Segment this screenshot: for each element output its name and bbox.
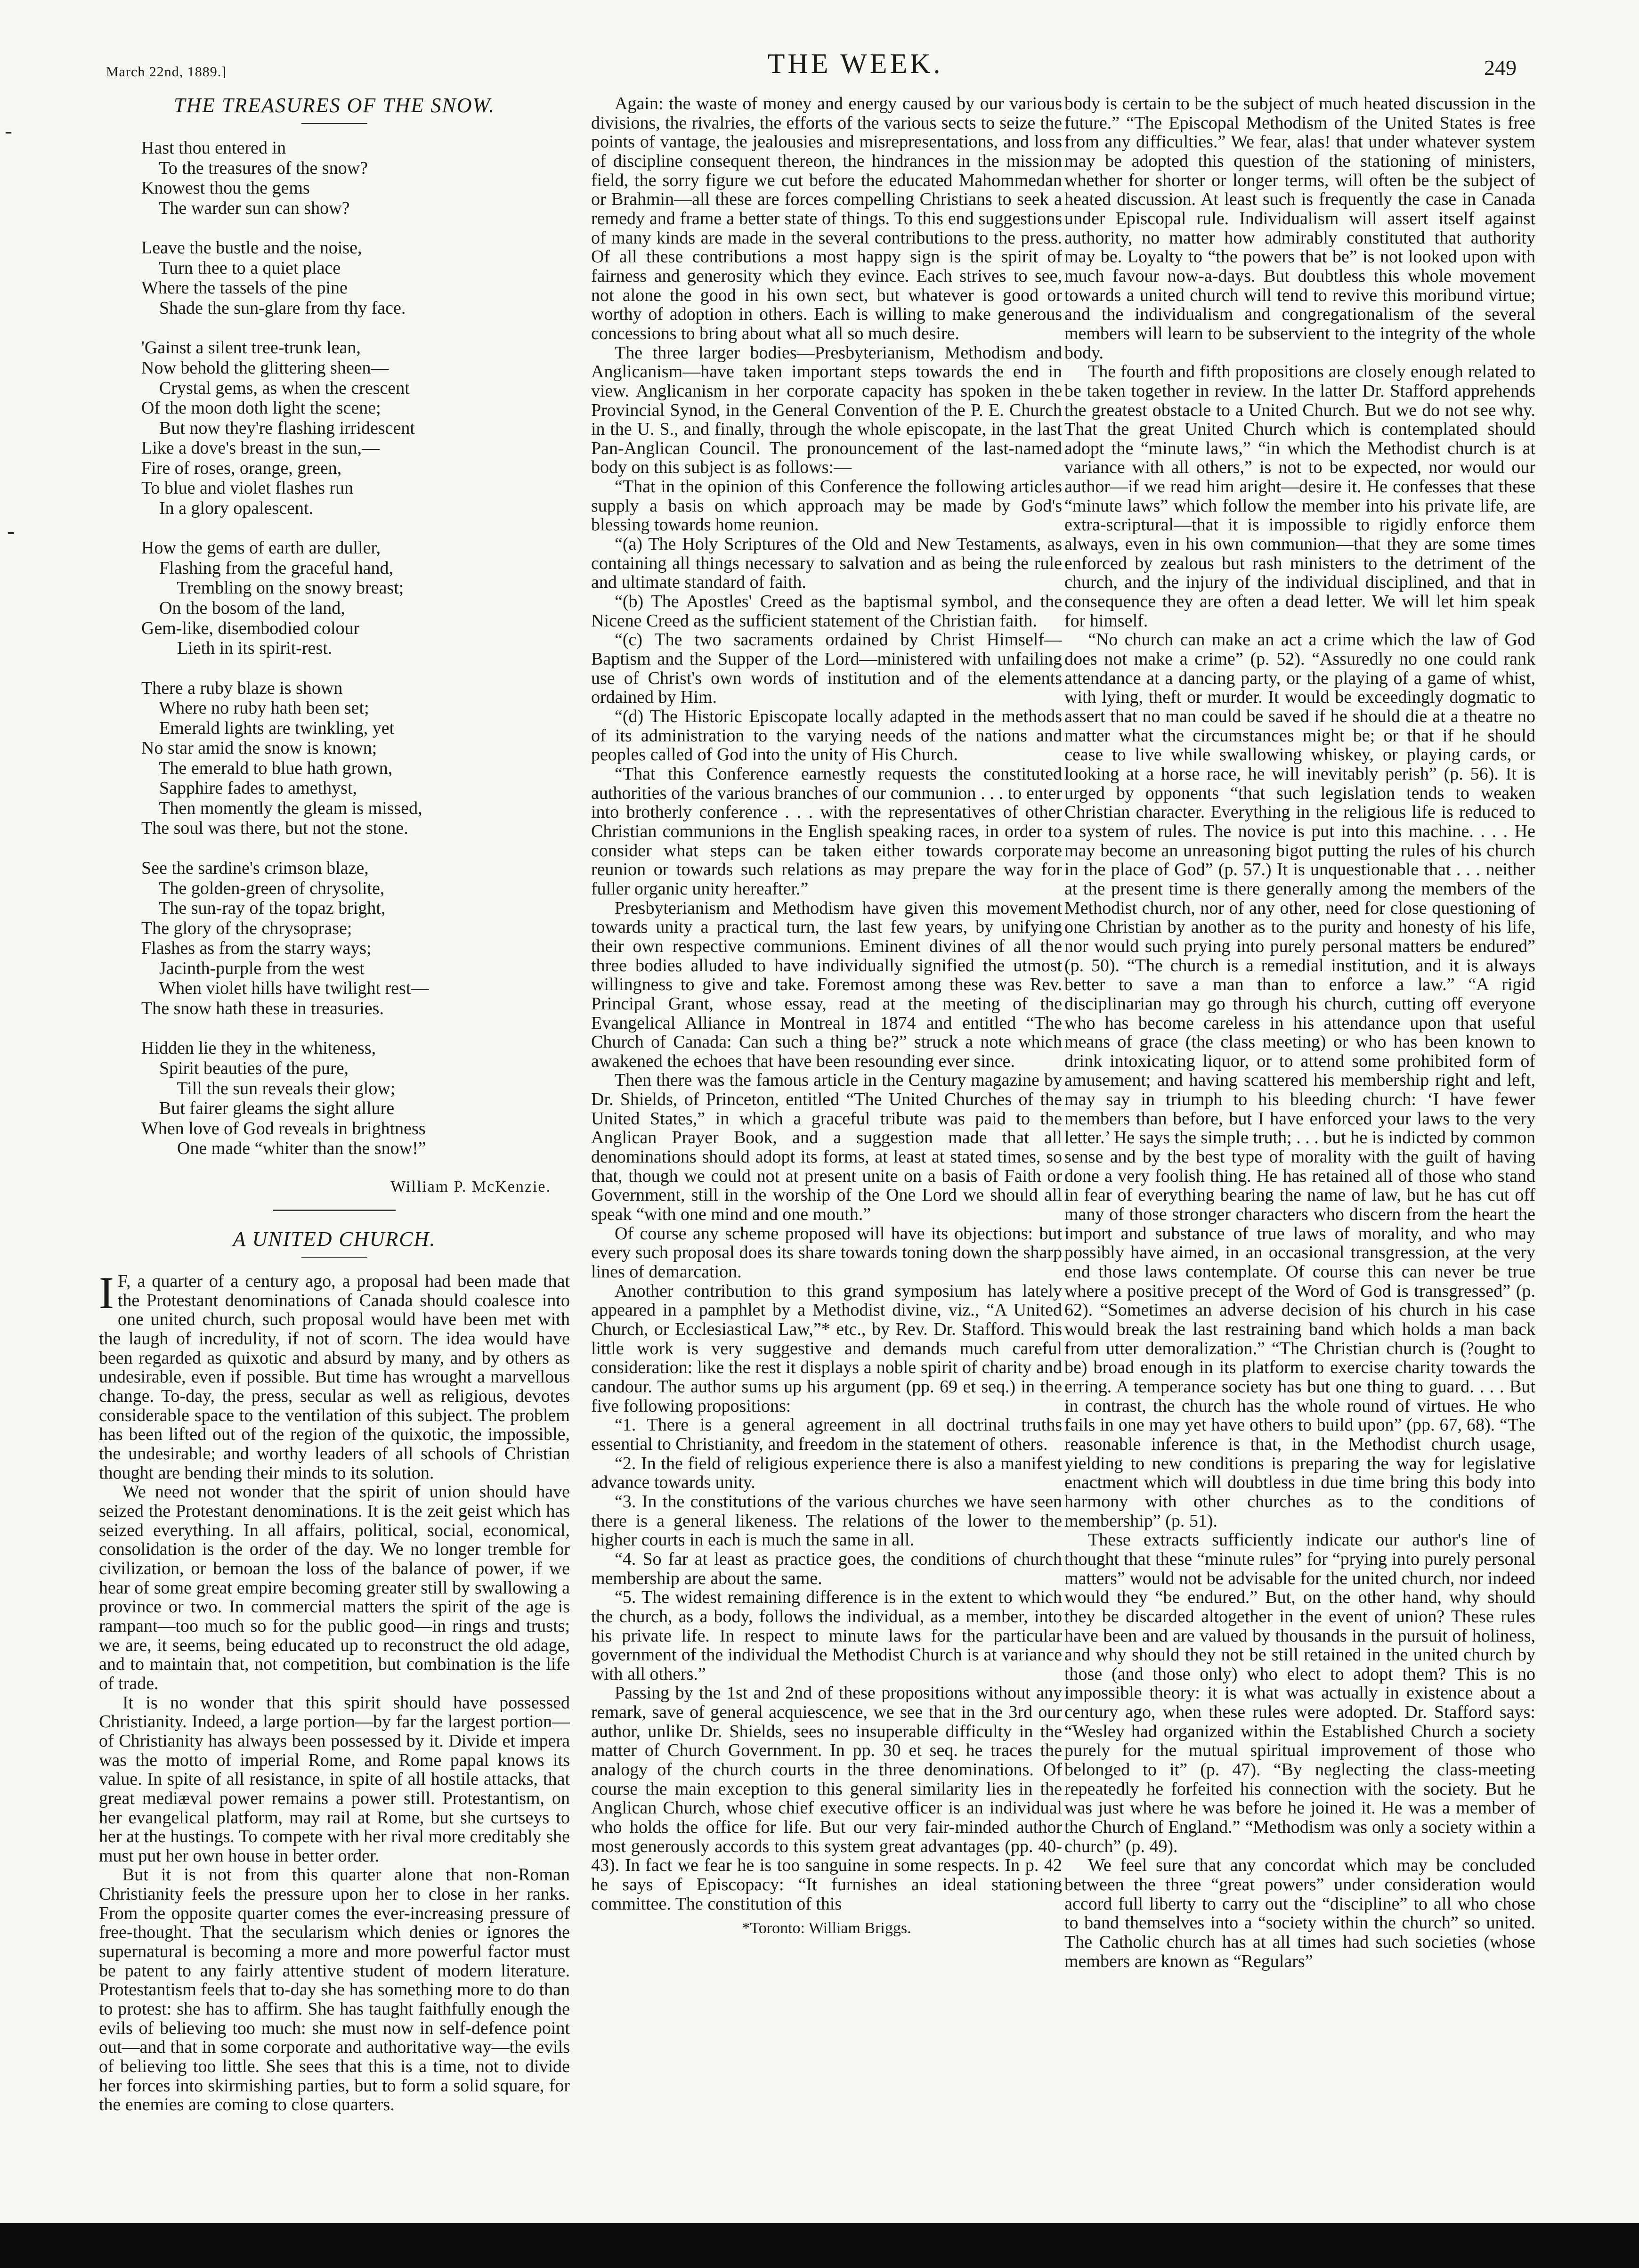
paragraph: Of course any scheme proposed will have its objections: but every such proposal does its share towards toning down the sharp lines of demarcation. <box>591 1223 1062 1282</box>
paragraph: Another contribution to this grand symposium has lately appeared in a pamphlet by a Methodist divine, viz., “A United Church, or Ecclesiastical Law,”* etc., by Rev. Dr. Stafford. This little work is very suggestive and demands much careful consideration: like the rest it displays a noble spirit of charity and candour. The author sums up his argument (pp. 69 et seq.) in the five following propositions: <box>591 1281 1062 1416</box>
poem-line: When love of God reveals in brightness <box>141 1118 426 1138</box>
paragraph: These extracts sufficiently indicate our author's line of thought that these “minute rules” for “prying into purely personal matters” would not be advisable for the united church, nor indeed would they “be endured.” But, on the other hand, why should they be discarded altogether in the event of union? These rules have been and are valued by thousands in the pursuit of holiness, and why should they not be still retained in the united church by those (and those only) who elect to adopt them? This is no impossible theory: it is what was actually in existence about a century ago, when these rules were adopted. Dr. Stafford says: “Wesley had organized within the Established Church a society purely for the mutual spiritual improvement of those who belonged to it” (p. 47). “By neglecting the class-meeting repeatedly he forfeited his connection with the society. But he was just where he was before he joined it. He was a member of the Church of England.” “Methodism was only a society within a church” (p. 49). <box>1064 1530 1535 1856</box>
divider <box>301 123 367 124</box>
poem-line: Till the sun reveals their glow; <box>141 1078 396 1098</box>
poem-stanza <box>141 238 570 318</box>
quote-paragraph: “(d) The Historic Episcopate locally adapted in the methods of its administration to the varying needs of the nations and peoples called of God into the unity of His Church. <box>591 707 1062 765</box>
poem-line: But fairer gleams the sight allure <box>141 1098 395 1119</box>
poem-line: How the gems of earth are duller, <box>141 538 381 558</box>
poem-line: The emerald to blue hath grown, <box>141 758 393 778</box>
poem-line: To blue and violet flashes run <box>141 478 354 498</box>
poem-line: The soul was there, but not the stone. <box>141 818 408 838</box>
poem-line: No star amid the snow is known; <box>141 738 377 758</box>
poem-line: Where the tassels of the pine <box>141 278 348 298</box>
poem-stanza <box>141 138 570 218</box>
scan-edge <box>0 2223 1639 2268</box>
poem-title: THE TREASURES OF THE SNOW. <box>173 94 495 117</box>
poem-line: In a glory opalescent. <box>141 498 314 518</box>
paragraph: Then there was the famous article in the Century magazine by Dr. Shields, of Princeton, entitled “The United Churches of the United States,” in which a graceful tribute was paid to the Anglican Prayer Book, and a suggestion made that all denominations should adopt its forms, at least at stated times, so that, though we could not at present unite on a basis of Faith or Government, still in the worship of the One Lord we should all speak “with one mind and one mouth.” <box>591 1070 1062 1225</box>
poem-line: There a ruby blaze is shown <box>141 678 343 698</box>
poem-line: Like a dove's breast in the sun,— <box>141 438 380 458</box>
poem-line: The glory of the chrysoprase; <box>141 918 352 938</box>
quote-paragraph: “That in the opinion of this Conference the following articles supply a basis on which approach may be made by God's blessing towards home reunion. <box>591 477 1062 535</box>
issue-date: March 22nd, 1889.] <box>106 64 227 80</box>
poem-line: One made “whiter than the snow!” <box>141 1138 426 1159</box>
article-title: A UNITED CHURCH. <box>233 1227 436 1251</box>
paragraph: The fourth and fifth propositions are closely enough related to be taken together in review. In the latter Dr. Stafford apprehends the greatest obstacle to a United Church. But we do not see why. That the great United Church which is contemplated should adopt the “minute laws,” “in which the Methodist church is at variance with all others,” is not to be expected, nor would our author—if we read him aright—desire it. He confesses that these “minute laws” which follow the member into his private life, are extra-scriptural—that it is impossible to rigidly enforce them always, even in his own communion—that they are some times enforced by zealous but rash ministers to the detriment of the church, and the injury of the individual disciplined, and that in consequence they are often a dead letter. We will let him speak for himself. <box>1064 362 1535 631</box>
quote-paragraph: “(a) The Holy Scriptures of the Old and New Testaments, as containing all things necessary to salvation and as being the rule and ultimate standard of faith. <box>591 534 1062 593</box>
paragraph: body is certain to be the subject of much heated discussion in the future.” “The Episcopal Methodism of the United States is free from any difficulties.” We fear, alas! that under whatever system may be adopted this question of the stationing of ministers, whether for shorter or longer terms, will often be the subject of heated discussion. At least such is frequently the case in Canada under Episcopal rule. Individualism will assert itself against authority, no matter how admirably constituted that authority may be. Loyalty to “the powers that be” is not looked upon with much favour now-a-days. But doubtless this whole movement towards a united church will tend to revive this moribund virtue; and the individualism and congregationalism of the several members will learn to be subservient to the integrity of the whole body. <box>1064 94 1535 363</box>
proposition: “4. So far at least as practice goes, the conditions of church membership are about the same. <box>591 1549 1062 1588</box>
poem-line: Jacinth-purple from the west <box>141 958 365 978</box>
paragraph: Passing by the 1st and 2nd of these propositions without any remark, save of general acquiescence, we see that in the 3rd our author, unlike Dr. Shields, sees no insuperable difficulty in the matter of Church Government. In pp. 30 et seq. he traces the analogy of the church courts in the three denominations. Of course the main exception to this general similarity lies in the Anglican Church, whose chief executive officer is an individual who holds the office for life. But our very fair-minded author most generously accords to this system great advantages (pp. 40-43). In fact we fear he is too sanguine in some respects. In p. 42 he says of Episcopacy: “It furnishes an ideal stationing committee. The constitution of this <box>591 1683 1062 1914</box>
poem-line: Gem-like, disembodied colour <box>141 618 360 638</box>
paragraph: It is no wonder that this spirit should have possessed Christianity. Indeed, a large portion—by far the largest portion—of Christianity has always been possessed by it. Divide et impera was the motto of imperial Rome, and Rome papal knows its value. In spite of all resistance, in spite of all hostile attacks, that great mediæval power remains a power still. Protestantism, on her evangelical platform, may rail at Rome, but she curtseys to her at the hustings. To compete with her rival more creditably she must put her own house in better order. <box>99 1692 570 1866</box>
divider <box>273 1210 396 1211</box>
quote-paragraph: “That this Conference earnestly requests the constituted authorities of the various branches of our communion . . . to enter into brotherly conference . . . with the representatives of other Christian communions in the English speaking races, in order to consider what steps can be taken either towards corporate reunion or towards such relations as may prepare the way for fuller organic unity hereafter.” <box>591 764 1062 899</box>
proposition: “3. In the constitutions of the various churches we have seen there is a general likeness. The relations of the lower to the higher courts in each is much the same in all. <box>591 1491 1062 1550</box>
poem-line: Flashing from the graceful hand, <box>141 558 394 578</box>
poem-line: Shade the sun-glare from thy face. <box>141 298 406 318</box>
proposition: “1. There is a general agreement in all doctrinal truths essential to Christianity, and freedom in the statement of others. <box>591 1415 1062 1454</box>
poem-line: Sapphire fades to amethyst, <box>141 778 357 798</box>
poem-line: The snow hath these in treasuries. <box>141 998 384 1018</box>
poem-stanza <box>141 1038 570 1158</box>
margin-mark: ‐ <box>5 118 12 143</box>
poem-stanza <box>141 858 570 1018</box>
poem-line: The sun-ray of the topaz bright, <box>141 898 386 919</box>
paragraph: We need not wonder that the spirit of union should have seized the Protestant denominations. It is the zeit geist which has seized everything. In all affairs, political, social, economical, consolidation is the order of the day. We no longer tremble for civilization, or bemoan the loss of the balance of power, if we hear of some great empire becoming greater still by swallowing a province or two. In commercial matters the spirit of the age is rampant—too much so for the public good—in rings and trusts; we are, it seems, being educated up to reconstruct the old adage, and to maintain that, not competition, but combination is the life of trade. <box>99 1482 570 1693</box>
quote-paragraph: “(c) The two sacraments ordained by Christ Himself—Baptism and the Supper of the Lord—ministered with unfailing use of Christ's own words of institution and of the elements ordained by Him. <box>591 630 1062 707</box>
article-body-col1 <box>99 1268 570 2115</box>
margin-mark: ‐ <box>7 519 15 544</box>
poem-body <box>99 138 570 1159</box>
poem-line: Hidden lie they in the whiteness, <box>141 1038 376 1058</box>
paragraph: Presbyterianism and Methodism have given this movement towards unity a practical turn, the last few years, by unifying their own respective communions. Eminent divines of all the three bodies alluded to have individually signified the utmost willingness to give and take. Foremost among these was Rev. Principal Grant, whose essay, read at the meeting of the Evangelical Alliance in Montreal in 1874 and entitled “The Church of Canada: Can such a thing be?” struck a note which awakened the echoes that have been resounding ever since. <box>591 898 1062 1071</box>
poem-line: Emerald lights are twinkling, yet <box>141 718 395 738</box>
poem-stanza <box>141 338 570 518</box>
paragraph: Again: the waste of money and energy caused by our various divisions, the rivalries, the efforts of the various sects to seize the points of vantage, the jealousies and misrepresentations, and loss of discipline consequent thereon, the hindrances in the mission field, the sorry figure we cut before the educated Mahommedan or Brahmin—all these are forces compelling Christians to seek a remedy and frame a better state of things. To this end suggestions of many kinds are made in the several contributions to the press. Of all these contributions a most happy sign is the spirit of fairness and generosity which they evince. Each strives to see, not alone the good in his own sect, but whatever is good or worthy of adoption in others. Each is willing to make generous concessions to bring about what all so much desire. <box>591 94 1062 343</box>
poem-line: The warder sun can show? <box>141 198 350 218</box>
column-3 <box>1064 94 1535 2150</box>
paragraph: We feel sure that any concordat which may be concluded between the three “great powers” under consideration would accord full liberty to carry out the “discipline” to all who chose to band themselves into a “society within the church” so united. The Catholic church has at all times had such societies (whose members are known as “Regulars” <box>1064 1855 1535 1971</box>
proposition: “2. In the field of religious experience there is also a manifest advance towards unity. <box>591 1453 1062 1493</box>
quote-paragraph: “(b) The Apostles' Creed as the baptismal symbol, and the Nicene Creed as the sufficient statement of the Christian faith. <box>591 592 1062 631</box>
poem-line: Crystal gems, as when the crescent <box>141 378 410 398</box>
footnote: *Toronto: William Briggs. <box>742 1919 911 1937</box>
poem-line: When violet hills have twilight rest— <box>141 978 429 999</box>
divider <box>301 1257 367 1258</box>
paragraph: I F, a quarter of a century ago, a proposal had been made that the Protestant denominations of Canada should coalesce into one united church, such proposal would have been met with the laugh of incredulity, if not of scorn. The idea would have been regarded as quixotic and absurd by many, and by others as undesirable, even if possible. But time has wrought a marvellous change. To-day, the press, secular as well as religious, devotes considerable space to the ventilation of this subject. The problem has been lifted out of the region of the quixotic, the impossible, the undesirable; and worthy leaders of all schools of Christian thought are bending their minds to its solution. <box>99 1268 570 1483</box>
masthead-title: THE WEEK. <box>767 48 943 79</box>
poem-stanza <box>141 538 570 658</box>
poem-line: On the bosom of the land, <box>141 598 345 618</box>
poem-line: To the treasures of the snow? <box>141 158 368 178</box>
page-header <box>106 38 1517 80</box>
drop-cap: I <box>99 1268 114 1318</box>
poem-line: See the sardine's crimson blaze, <box>141 858 369 878</box>
poem-line: 'Gainst a silent tree-trunk lean, <box>141 338 361 358</box>
poem-line: Knowest thou the gems <box>141 178 310 198</box>
paragraph: But it is not from this quarter alone that non-Roman Christianity feels the pressure upon her to close in her ranks. From the opposite quarter comes the ever-increasing pressure of free-thought. That the secularism which denies or ignores the supernatural is becoming a more and more powerful factor must be patent to any fairly attentive student of modern literature. Protestantism feels that to-day she has something more to do than to protest: she has to affirm. She has taught faithfully enough the evils of believing too much: she must now in self-defence point out—and that in some corporate and authoritative way—the evils of believing too little. She sees that this is a time, not to divide her forces into skirmishing parties, but to form a solid square, for the enemies are coming to close quarters. <box>99 1865 570 2115</box>
poem-line: Fire of roses, orange, green, <box>141 458 342 478</box>
poem-stanza <box>141 678 570 838</box>
poem-line: Lieth in its spirit-rest. <box>141 638 333 658</box>
poem-line: Flashes as from the starry ways; <box>141 938 372 959</box>
poem-line: Turn thee to a quiet place <box>141 258 341 278</box>
poem-line: Leave the bustle and the noise, <box>141 238 362 258</box>
poem-line: Hast thou entered in <box>141 138 286 158</box>
poem-author: William P. McKenzie. <box>390 1178 551 1195</box>
poem-line: But now they're flashing irridescent <box>141 418 415 438</box>
column-1 <box>99 94 570 2150</box>
poem-line: Of the moon doth light the scene; <box>141 398 381 418</box>
proposition: “5. The widest remaining difference is in the extent to which the church, as a body, follows the individual, as a member, into his private life. In respect to minute laws for the particular government of the individual the Methodist Church is at variance with all others.” <box>591 1587 1062 1684</box>
poem-line: The golden-green of chrysolite, <box>141 878 385 898</box>
poem-line: Where no ruby hath been set; <box>141 698 369 718</box>
page-number: 249 <box>1484 56 1517 80</box>
poem-line: Trembling on the snowy breast; <box>141 578 404 598</box>
poem-line: Now behold the glittering sheen— <box>141 358 389 378</box>
paragraph: The three larger bodies—Presbyterianism, Methodism and Anglicanism—have taken important steps towards the end in view. Anglicanism in her corporate capacity has spoken in the Provincial Synod, in the General Convention of the P. E. Church in the U. S., and finally, through the whole episcopate, in the last Pan-Anglican Council. The pronouncement of the last-named body on this subject is as follows:— <box>591 342 1062 478</box>
column-2 <box>591 94 1062 2150</box>
poem-line: Spirit beauties of the pure, <box>141 1058 349 1078</box>
paragraph: “No church can make an act a crime which the law of God does not make a crime” (p. 52). “Assuredly no one could rank attendance at a dancing party, or the playing of a game of whist, with lying, theft or murder. It would be exceedingly dogmatic to assert that no man could be saved if he should die at a theatre no matter what the circumstances might be; or that if he should cease to live while swallowing whiskey, or playing cards, or looking at a horse race, he will inevitably perish” (p. 56). It is urged by opponents “that such legislation tends to weaken Christian character. Everything in the religious life is reduced to a system of rules. The novice is put into this machine. . . . He may become an unreasoning bigot putting the rules of his church in the place of God” (p. 57.) It is unquestionable that . . . neither at the present time is there generally among the members of the Methodist church, nor of any other, need for close questioning of one Christian by another as to the purity and honesty of his life, nor would such prying into purely personal matters be endured” (p. 50). “The church is a remedial institution, and it is always better to save a man than to enforce a law.” “A rigid disciplinarian may go through his church, cutting off everyone who has become careless in his attendance upon that useful means of grace (the class meeting) or who has been known to drink intoxicating liquor, or to attend some prohibited form of amusement; and having scattered his membership right and left, may say in triumph to his bleeding church: ‘I have fewer members than before, but I have enforced your laws to the very letter.’ He says the simple truth; . . . but he is indicted by common sense and by the best type of morality with the guilt of having done a very foolish thing. He has retained all of those who stand in fear of everything bearing the name of law, but he has cut off many of those stronger characters who discern from the heart the import and substance of true laws of morality, and who may possibly have aimed, in an occasional transgression, at the very end those laws contemplate. Of course this can never be true where a positive precept of the Word of God is transgressed” (p. 62). “Sometimes an adverse decision of his church in his case would break the last restraining band which holds a man back from utter demoralization.” “The Christian church is (?ought to be) broad enough in its platform to exercise charity towards the erring. A temperance society has but one thing to guard. . . . But in contrast, the church has the whole round of virtues. He who fails in one may yet have others to build upon” (pp. 67, 68). “The reasonable inference is that, in the Methodist church usage, yielding to new conditions is preparing the way for legislative enactment which will doubtless in due time bring this body into harmony with other churches as to the conditions of membership” (p. 51). <box>1064 630 1535 1531</box>
poem-line: Then momently the gleam is missed, <box>141 798 422 818</box>
